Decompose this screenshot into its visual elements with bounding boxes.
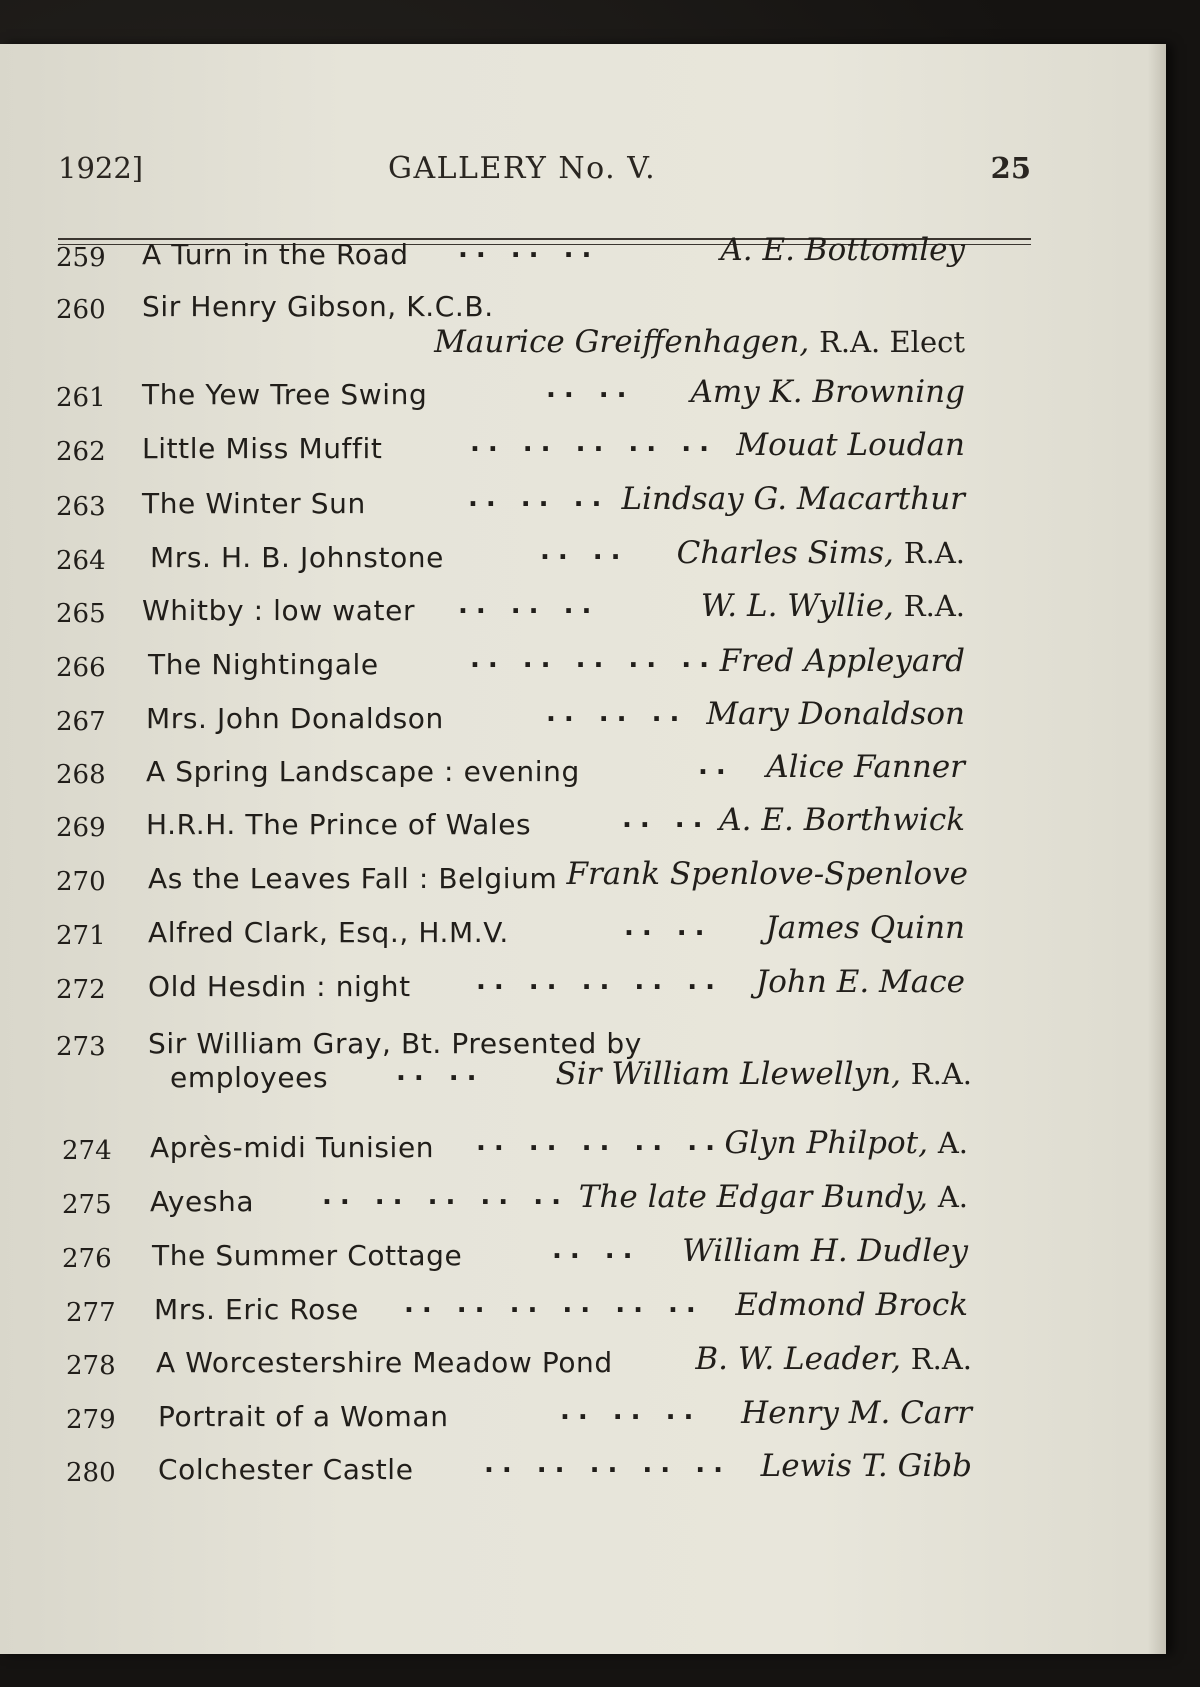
leader-dots: .. .. ..: [458, 234, 600, 264]
entry-title: The Summer Cottage: [152, 1239, 463, 1272]
entry-artist: Frank Spenlove-Spenlove: [566, 856, 968, 892]
entry-number: 270: [56, 867, 106, 897]
entry-artist: Henry M. Carr: [741, 1395, 972, 1431]
leader-dots: .. .. ..: [560, 1396, 702, 1426]
entry-title: Sir William Gray, Bt. Presented by: [148, 1027, 642, 1060]
entry-artist: Amy K. Browning: [690, 374, 965, 410]
leader-dots: .. ..: [624, 912, 713, 942]
entry-artist: Alice Fanner: [766, 749, 965, 785]
entry-title: A Spring Landscape : evening: [146, 755, 580, 788]
entry-title: Sir Henry Gibson, K.C.B.: [142, 290, 494, 323]
entry-artist: Sir William Llewellyn, R.A.: [555, 1056, 972, 1092]
entry-number: 265: [56, 599, 106, 629]
entry-artist: A. E. Bottomley: [720, 232, 965, 268]
entry-artist: Charles Sims, R.A.: [676, 535, 965, 571]
entry-title: Alfred Clark, Esq., H.M.V.: [148, 916, 509, 949]
entry-number: 264: [56, 546, 106, 576]
entry-title: Après-midi Tunisien: [150, 1131, 435, 1164]
entry-title: Mrs. Eric Rose: [154, 1293, 359, 1326]
entry-title: Little Miss Muffit: [142, 432, 383, 465]
entry-title: Whitby : low water: [142, 594, 416, 627]
entry-number: 272: [56, 975, 106, 1005]
leader-dots: ..: [698, 751, 734, 781]
entry-number: 261: [56, 383, 106, 413]
catalogue-page: [0, 44, 1166, 1654]
leader-dots: .. .. .. .. ..: [470, 428, 717, 458]
entry-title: A Turn in the Road: [142, 238, 409, 271]
entry-title: Old Hesdin : night: [148, 970, 411, 1003]
entry-title: The Winter Sun: [142, 487, 366, 520]
leader-dots: .. ..: [540, 536, 629, 566]
entry-artist: James Quinn: [765, 910, 965, 946]
entry-artist: Glyn Philpot, A.: [724, 1125, 968, 1161]
entry-number: 276: [62, 1244, 112, 1274]
entry-title: Mrs. H. B. Johnstone: [150, 541, 444, 574]
entry-artist: Mouat Loudan: [736, 427, 965, 463]
entry-number: 277: [66, 1298, 116, 1328]
entry-title: Mrs. John Donaldson: [146, 702, 444, 735]
entry-number: 260: [56, 295, 106, 325]
leader-dots: .. ..: [546, 374, 635, 404]
leader-dots: .. .. ..: [458, 590, 600, 620]
entry-title: The Nightingale: [148, 648, 379, 681]
entry-number: 269: [56, 813, 106, 843]
entry-number: 263: [56, 492, 106, 522]
entry-artist: Mary Donaldson: [706, 696, 965, 732]
entry-number: 279: [66, 1405, 116, 1435]
leader-dots: .. ..: [622, 804, 711, 834]
leader-dots: .. .. ..: [468, 483, 610, 513]
entry-number: 274: [62, 1136, 112, 1166]
leader-dots: .. .. ..: [546, 698, 688, 728]
entry-artist: The late Edgar Bundy, A.: [578, 1179, 968, 1215]
entry-artist: Lewis T. Gibb: [760, 1448, 972, 1484]
leader-dots: .. .. .. .. .. ..: [404, 1289, 704, 1319]
entry-artist: A. E. Borthwick: [719, 802, 965, 838]
entry-number: 271: [56, 921, 106, 951]
leader-dots: .. ..: [396, 1057, 485, 1087]
leader-dots: .. .. .. .. ..: [470, 644, 717, 674]
entry-number: 266: [56, 653, 106, 683]
entry-artist: Lindsay G. Macarthur: [621, 481, 965, 517]
entry-title-continued: employees: [170, 1061, 329, 1094]
entry-artist: John E. Mace: [755, 964, 965, 1000]
entry-title: Colchester Castle: [158, 1453, 414, 1486]
entry-artist: Fred Appleyard: [719, 643, 965, 679]
entry-title: H.R.H. The Prince of Wales: [146, 808, 532, 841]
running-header: [58, 147, 1031, 191]
entry-title: A Worcestershire Meadow Pond: [156, 1346, 613, 1379]
entry-number: 259: [56, 243, 106, 273]
entry-title: The Yew Tree Swing: [142, 378, 428, 411]
leader-dots: .. .. .. .. ..: [484, 1449, 731, 1479]
entry-number: 262: [56, 437, 106, 467]
page-number: 25: [990, 151, 1031, 185]
entry-number: 268: [56, 760, 106, 790]
entry-artist: Maurice Greiffenhagen, R.A. Elect: [434, 324, 965, 360]
entry-number: 267: [56, 707, 106, 737]
entry-number: 280: [66, 1458, 116, 1488]
entry-artist: W. L. Wyllie, R.A.: [700, 588, 965, 624]
leader-dots: .. ..: [552, 1235, 641, 1265]
entry-title: As the Leaves Fall : Belgium: [148, 862, 558, 895]
leader-dots: .. .. .. .. ..: [476, 1127, 723, 1157]
entry-number: 273: [56, 1032, 106, 1062]
entry-number: 275: [62, 1190, 112, 1220]
entry-title: Portrait of a Woman: [158, 1400, 449, 1433]
header-title: GALLERY No. V.: [388, 151, 657, 186]
entry-artist: William H. Dudley: [682, 1233, 968, 1269]
entry-number: 278: [66, 1351, 116, 1381]
leader-dots: .. .. .. .. ..: [322, 1181, 569, 1211]
leader-dots: .. .. .. .. ..: [476, 966, 723, 996]
entry-artist: Edmond Brock: [735, 1287, 968, 1323]
entry-title: Ayesha: [150, 1185, 255, 1218]
entry-artist: B. W. Leader, R.A.: [695, 1341, 972, 1377]
header-year: 1922]: [58, 151, 144, 185]
